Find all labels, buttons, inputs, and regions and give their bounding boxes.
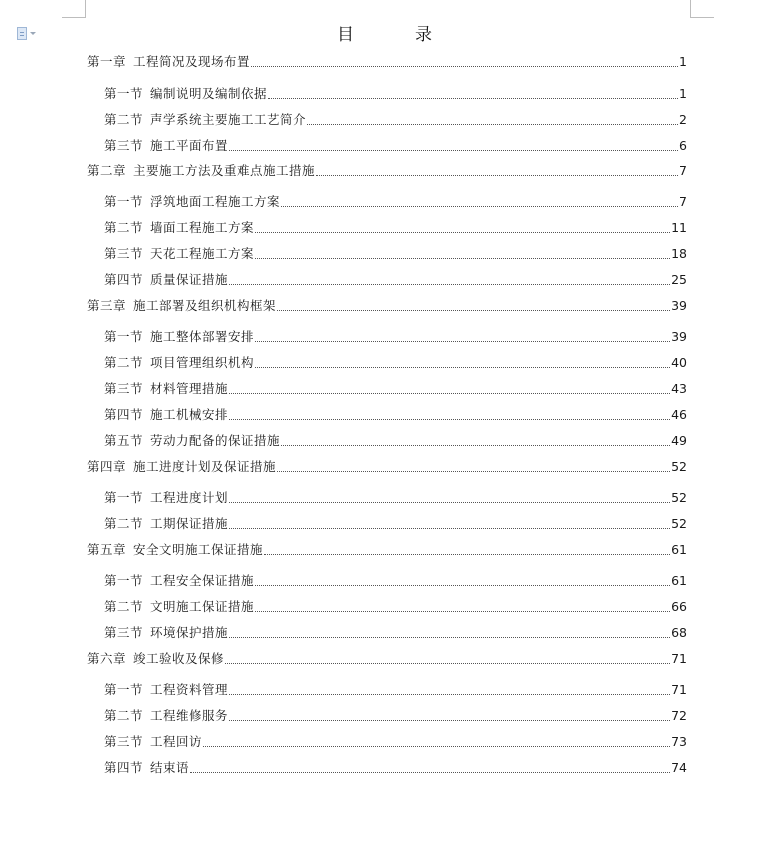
toc-chapter-entry[interactable] [87,163,687,179]
toc-entry-number: 第五章 [87,542,127,557]
dot-leader [268,97,678,99]
toc-entry-text: 编制说明及编制依据 [150,86,268,101]
toc-section-entry[interactable] [104,355,687,371]
toc-entry-label [104,682,228,698]
toc-entry-text: 施工平面布置 [150,138,229,153]
toc-section-entry[interactable] [104,708,687,724]
toc-entry-text: 工程简况及现场布置 [133,54,251,69]
dot-leader [229,636,670,638]
toc-entry-label [87,459,276,475]
toc-page-number: 39 [671,298,687,313]
toc-page-number: 52 [671,459,687,474]
toc-section-entry[interactable] [104,516,687,532]
toc-page-number: 71 [671,682,687,697]
toc-entry-number: 第一节 [104,682,144,697]
toc-entry-label [104,138,228,154]
toc-entry-number: 第二节 [104,355,144,370]
toc-page-number: 74 [671,760,687,775]
toc-entry-label [104,272,228,288]
toc-entry-label [104,625,228,641]
toc-section-entry[interactable] [104,682,687,698]
toc-entry-text: 墙面工程施工方案 [150,220,255,235]
toc-section-entry[interactable] [104,407,687,423]
toc-chapter-entry[interactable] [87,651,687,667]
toc-entry-text: 施工机械安排 [150,407,229,422]
dot-leader [190,771,670,773]
toc-entry-number: 第二节 [104,708,144,723]
toc-entry-label [104,599,254,615]
toc-entry-text: 施工整体部署安排 [150,329,255,344]
toc-page-number: 68 [671,625,687,640]
toc-page-number: 52 [671,490,687,505]
toc-entry-label [104,194,280,210]
toc-entry-number: 第六章 [87,651,127,666]
toc-page-number: 71 [671,651,687,666]
dot-leader [229,719,670,721]
toc-entry-text: 声学系统主要施工工艺简介 [150,112,307,127]
toc-entry-number: 第五节 [104,433,144,448]
dot-leader [255,610,670,612]
toc-page-number: 73 [671,734,687,749]
dot-leader [255,340,670,342]
toc-entry-label [104,490,228,506]
toc-section-entry[interactable] [104,734,687,750]
dot-leader [277,309,670,311]
toc-page-number: 40 [671,355,687,370]
toc-page-number: 61 [671,573,687,588]
toc-section-entry[interactable] [104,599,687,615]
toc-entry-number: 第三节 [104,246,144,261]
dot-leader [229,149,678,151]
toc-section-entry[interactable] [104,112,687,128]
toc-entry-label [104,708,228,724]
toc-entry-number: 第二节 [104,112,144,127]
toc-section-entry[interactable] [104,625,687,641]
toc-chapter-entry[interactable] [87,54,687,70]
toc-page-number: 7 [679,194,687,209]
toc-entry-label [104,573,254,589]
toc-entry-number: 第一节 [104,329,144,344]
dot-leader [255,257,670,259]
toc-entry-text: 材料管理措施 [150,381,229,396]
toc-chapter-entry[interactable] [87,298,687,314]
toc-page-number: 25 [671,272,687,287]
toc-chapter-entry[interactable] [87,542,687,558]
toc-entry-label [104,516,228,532]
toc-entry-number: 第二节 [104,220,144,235]
dot-leader [229,392,670,394]
toc-entry-number: 第四章 [87,459,127,474]
toc-entry-text: 工程维修服务 [150,708,229,723]
toc-entry-label [87,298,276,314]
dot-leader [264,553,670,555]
toc-entry-number: 第一节 [104,86,144,101]
toc-entry-text: 天花工程施工方案 [150,246,255,261]
toc-entry-number: 第三节 [104,625,144,640]
dot-leader [255,231,670,233]
toc-entry-text: 质量保证措施 [150,272,229,287]
dot-leader [255,584,670,586]
toc-entry-text: 工程进度计划 [150,490,229,505]
dot-leader [281,444,670,446]
toc-section-entry[interactable] [104,760,687,776]
toc-entry-label [104,246,254,262]
dot-leader [277,470,670,472]
toc-entry-text: 文明施工保证措施 [150,599,255,614]
toc-page-number: 43 [671,381,687,396]
toc-entry-label [104,329,254,345]
toc-entry-label [104,381,228,397]
toc-page-number: 72 [671,708,687,723]
toc-entry-number: 第二节 [104,516,144,531]
toc-entry-text: 工程资料管理 [150,682,229,697]
toc-entry-text: 结束语 [150,760,190,775]
toc-entry-label [87,54,250,70]
toc-page-number: 66 [671,599,687,614]
toc-entry-text: 项目管理组织机构 [150,355,255,370]
toc-entry-number: 第一节 [104,490,144,505]
toc-entry-number: 第一节 [104,573,144,588]
toc-entry-label [104,112,306,128]
toc-page-number: 7 [679,163,687,178]
toc-entry-text: 劳动力配备的保证措施 [150,433,281,448]
toc-entry-label [104,355,254,371]
toc-page-number: 18 [671,246,687,261]
toc-entry-text: 工期保证措施 [150,516,229,531]
toc-section-entry[interactable] [104,381,687,397]
toc-entry-label [104,220,254,236]
dot-leader [203,745,670,747]
toc-entry-number: 第四节 [104,760,144,775]
toc-section-entry[interactable] [104,246,687,262]
dot-leader [229,693,670,695]
toc-entry-text: 安全文明施工保证措施 [133,542,264,557]
toc-entry-text: 施工部署及组织机构框架 [133,298,277,313]
toc-entry-number: 第四节 [104,407,144,422]
toc-entry-number: 第三节 [104,734,144,749]
toc-section-entry[interactable] [104,220,687,236]
dot-leader [229,527,670,529]
toc-page-number: 1 [679,54,687,69]
toc-page-number: 6 [679,138,687,153]
dot-leader [255,366,670,368]
toc-entry-text: 工程回访 [150,734,203,749]
toc-chapter-entry[interactable] [87,459,687,475]
toc-entry-label [104,407,228,423]
toc-page-number: 52 [671,516,687,531]
toc-entry-text: 工程安全保证措施 [150,573,255,588]
toc-entry-text: 浮筑地面工程施工方案 [150,194,281,209]
toc-page-number: 39 [671,329,687,344]
dot-leader [225,662,670,664]
toc-entry-text: 环境保护措施 [150,625,229,640]
toc-entry-label [87,542,263,558]
toc-entry-label [104,86,267,102]
toc-entry-label [87,651,224,667]
toc-entry-number: 第二章 [87,163,127,178]
toc-entry-number: 第一章 [87,54,127,69]
toc-page-number: 46 [671,407,687,422]
toc-page-number: 2 [679,112,687,127]
toc-entry-number: 第一节 [104,194,144,209]
dot-leader [316,174,678,176]
toc-entry-number: 第四节 [104,272,144,287]
toc-section-entry[interactable] [104,272,687,288]
dot-leader [229,283,670,285]
toc-entry-text: 竣工验收及保修 [133,651,225,666]
toc-entry-label [104,433,280,449]
toc-section-entry[interactable] [104,86,687,102]
toc-entry-label [104,734,202,750]
toc-entry-label [104,760,189,776]
toc-section-entry[interactable] [104,138,687,154]
toc-section-entry[interactable] [104,573,687,589]
toc-section-entry[interactable] [104,329,687,345]
toc-entry-number: 第三章 [87,298,127,313]
toc-entry-text: 主要施工方法及重难点施工措施 [133,163,316,178]
dot-leader [281,205,678,207]
toc-section-entry[interactable] [104,194,687,210]
dot-leader [307,123,678,125]
toc-page-number: 11 [671,220,687,235]
toc-section-entry[interactable] [104,490,687,506]
dot-leader [251,65,678,67]
toc-page-number: 61 [671,542,687,557]
dot-leader [229,418,670,420]
dot-leader [229,501,670,503]
toc-title: 目 录 [337,25,454,45]
toc-entry-number: 第三节 [104,138,144,153]
toc-entry-text: 施工进度计划及保证措施 [133,459,277,474]
toc-entry-number: 第二节 [104,599,144,614]
toc-page-number: 49 [671,433,687,448]
toc-page-number: 1 [679,86,687,101]
toc-entry-label [87,163,315,179]
toc-section-entry[interactable] [104,433,687,449]
toc-entry-number: 第三节 [104,381,144,396]
